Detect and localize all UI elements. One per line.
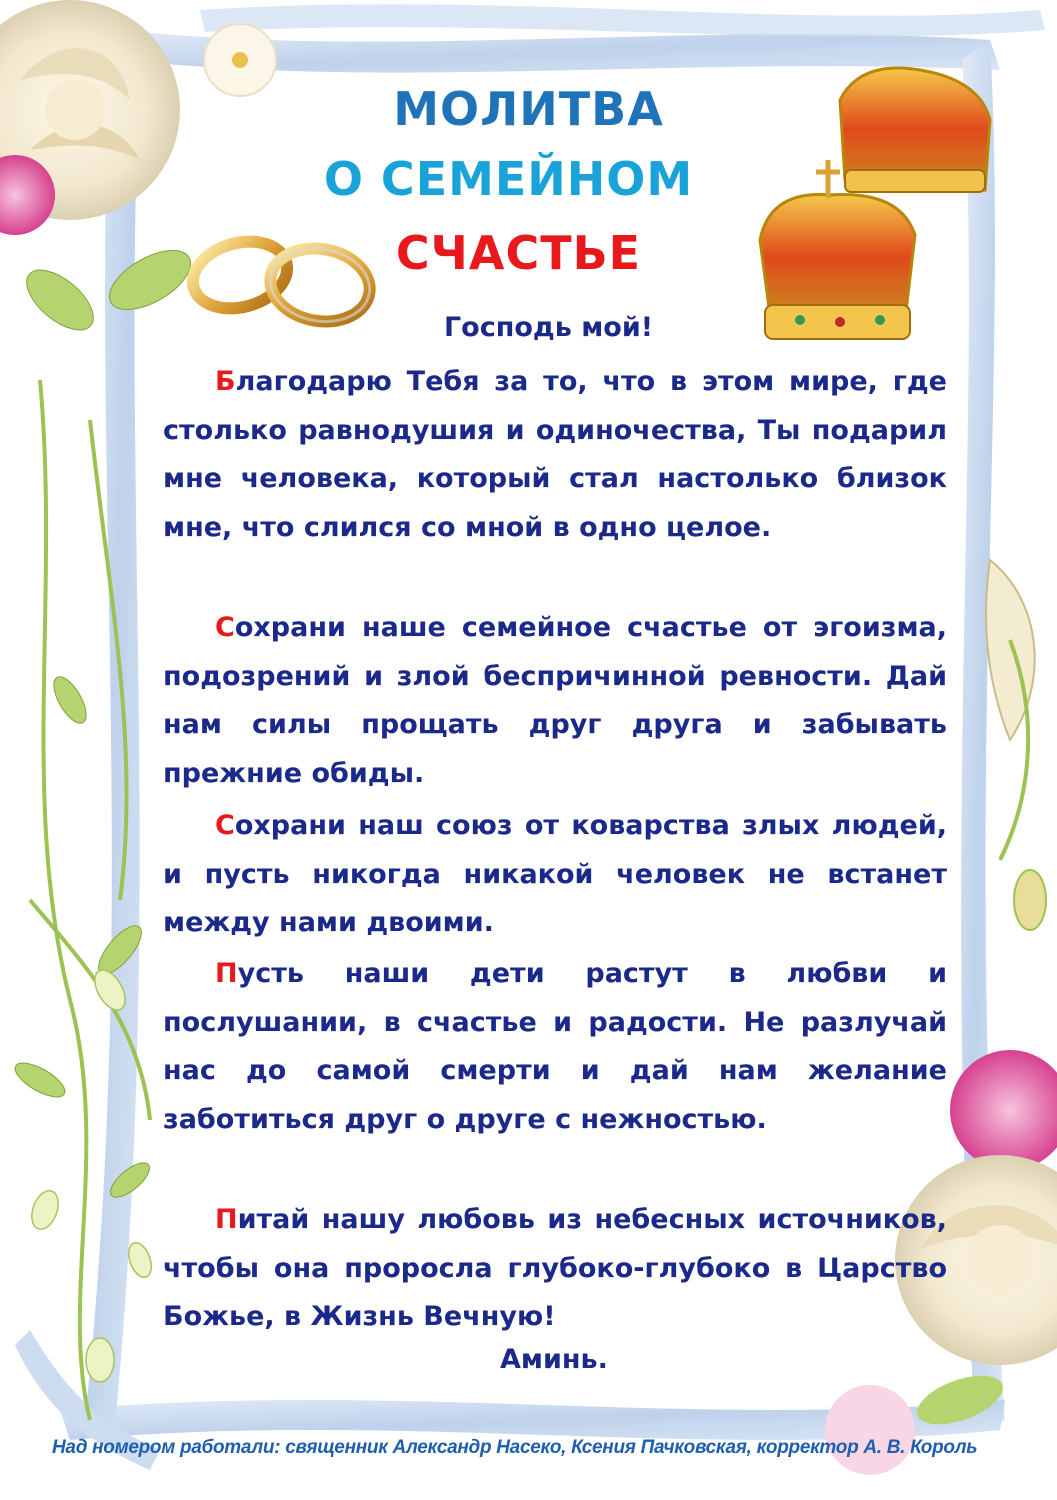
paragraph-5 bbox=[163, 1196, 947, 1342]
paragraph-text: охрани наше семейное счастье от эгоизма, подозрений и злой беспричинной ревности. Дай нам силы прощать друг друга и забывать прежние обиды. bbox=[163, 612, 947, 789]
closing-amen: Аминь. bbox=[500, 1344, 608, 1375]
paragraph-2 bbox=[163, 604, 947, 798]
drop-letter: С bbox=[215, 810, 235, 841]
paragraph-text: итай нашу любовь из небесных источников, чтобы она проросла глубоко-глубоко в Царство Божье, в Жизнь Вечную! bbox=[163, 1204, 947, 1332]
greeting: Господь мой! bbox=[443, 312, 654, 343]
paragraph-text: охрани наш союз от коварства злых людей, и пусть никогда никакой человек не встанет между нами двоими. bbox=[163, 810, 947, 938]
title-line-3: СЧАСТЬЕ bbox=[395, 226, 642, 280]
drop-letter: Б bbox=[215, 366, 236, 397]
drop-letter: С bbox=[215, 612, 235, 643]
credits-line: Над номером работали: священник Александр Насеко, Ксения Пачковская, корректор А. В. Король bbox=[52, 1437, 978, 1458]
flowers-right bbox=[986, 560, 1046, 930]
paragraph-3 bbox=[163, 802, 947, 948]
drop-letter: П bbox=[215, 1204, 238, 1235]
paragraph-1 bbox=[163, 358, 947, 552]
paragraph-text: лагодарю Тебя за то, что в этом мире, где столько равнодушия и одиночества, Ты подарил мне человека, который стал настолько близок мне, что слился со мной в одно целое. bbox=[163, 366, 947, 543]
paragraph-4 bbox=[163, 950, 947, 1144]
title-line-2: О СЕМЕЙНОМ bbox=[323, 152, 694, 206]
drop-letter: П bbox=[215, 958, 238, 989]
title-line-1: МОЛИТВА bbox=[393, 82, 664, 136]
paragraph-text: усть наши дети растут в любви и послушании, в счастье и радости. Не разлучай нас до самой смерти и дай нам желание заботиться друг о друге с нежностью. bbox=[163, 958, 947, 1135]
